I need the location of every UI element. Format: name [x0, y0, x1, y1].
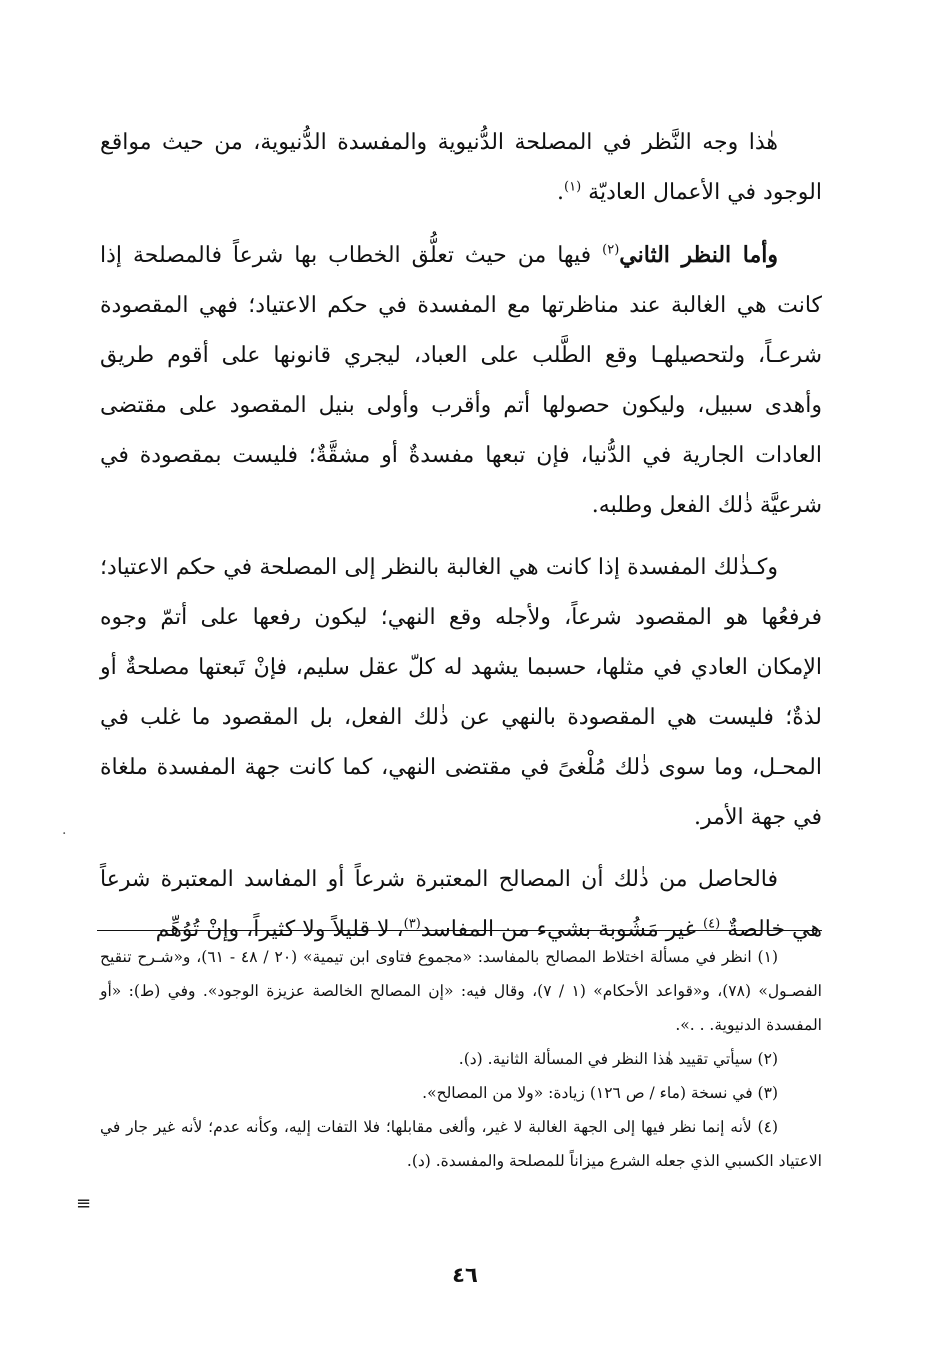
paragraph-2-text: فيها من حيث تعلُّق الخطاب بها شرعاً فالمصلحة إذا كانت هي الغالبة عند مناظرتها مع المفسدة في حكم الاعتياد؛ فهي المقصودة شرعـاً، ولتحصيلهـا وقع الطَّلب على العباد، ليجري قانونها على أقوم طريق وأهدى سبيل، وليكون حصولها أتم وأقرب وأولى بنيل المقصود على مقتضى العادات الجارية في الدُّنيا، فإن تبعها مفسدةٌ أو مشقَّةٌ؛ فليست بمقصودة في شرعيَّة ذٰلك الفعل وطلبه.	[100, 243, 822, 518]
footnote-ref-4: (٤)	[703, 916, 721, 932]
margin-tick: ·	[62, 826, 67, 842]
footnote-3: (٣) في نسخة (ماء / ص ١٢٦) زيادة: «ولا من المصالح».	[422, 1084, 778, 1102]
paragraph-4-text-3: ، لا قليلاً ولا كثيراً، وإنْ تُوُهِّم	[155, 917, 404, 942]
footnotes	[100, 940, 822, 1178]
footnote-divider	[97, 930, 822, 931]
footnote-ref-1: (١)	[564, 179, 582, 195]
paragraph-4-text: فالحاصل من ذٰلك أن المصالح المعتبرة شرعاً أو المفاسد المعتبرة شرعاً هي خالصةٌ	[100, 867, 822, 942]
paragraph-2-heading: وأما النظر الثاني	[619, 242, 778, 268]
paragraph-3	[100, 543, 822, 843]
paragraph-1	[100, 118, 822, 218]
footnote-ref-3: (٣)	[403, 916, 421, 932]
page-number: ٤٦	[452, 1263, 478, 1287]
footnote-4: (٤) لأنه إنما نظر فيها إلى الجهة الغالبة لا غير، وألغى مقابلها؛ فلا التفات إليه، وكأنه عدم؛ لأنه غير جار في الاعتياد الكسبي الذي جعله الشرع ميزاناً للمصلحة والمفسدة. (د).	[100, 1118, 822, 1170]
footnote-ref-2: (٢)	[602, 242, 620, 258]
paragraph-3-text: وكـذٰلك المفسدة إذا كانت هي الغالبة بالنظر إلى المصلحة في حكم الاعتياد؛ فرفعُها هو المقصود شرعاً، ولأجله وقع النهي؛ ليكون رفعها على أتمّ وجوه الإمكان العادي في مثلها، حسبما يشهد له كلّ عقل سليم، فإنْ تَبعتها مصلحةٌ أو لذةٌ؛ فليست هي المقصودة بالنهي عن ذٰلك الفعل، بل المقصود ما غلب في المحـل، وما سوى ذٰلك مُلْغىً في مقتضى النهي، كما كانت جهة المفسدة ملغاة في جهة الأمر.	[100, 555, 822, 830]
footnote-1: (١) انظر في مسألة اختلاط المصالح بالمفاسد: «مجموع فتاوى ابن تيمية» (٢٠ / ٤٨ - ٦١)، و«شـرح تنقيح الفصـول» (٧٨)، و«قواعد الأحكام» (١ / ٧)، وقال فيه: «إن المصالح الخالصة عزيزة الوجود». وفي (ط): «أو المفسدة الدنيوية. . .».	[100, 948, 822, 1034]
main-text	[100, 118, 822, 965]
paragraph-1-text: هٰذا وجه النَّظر في المصلحة الدُّنيوية والمفسدة الدُّنيوية، من حيث مواقع الوجود في الأعمال العاديّة	[100, 130, 822, 205]
footnote-2: (٢) سيأتي تقييد هٰذا النظر في المسألة الثانية. (د).	[458, 1050, 778, 1068]
margin-mark-icon: ≡	[76, 1193, 92, 1214]
paragraph-4-text-2: غير مَشُوبة بشيء من المفاسد	[420, 917, 704, 942]
paragraph-2	[100, 230, 822, 531]
paragraph-1-end: .	[557, 180, 565, 205]
